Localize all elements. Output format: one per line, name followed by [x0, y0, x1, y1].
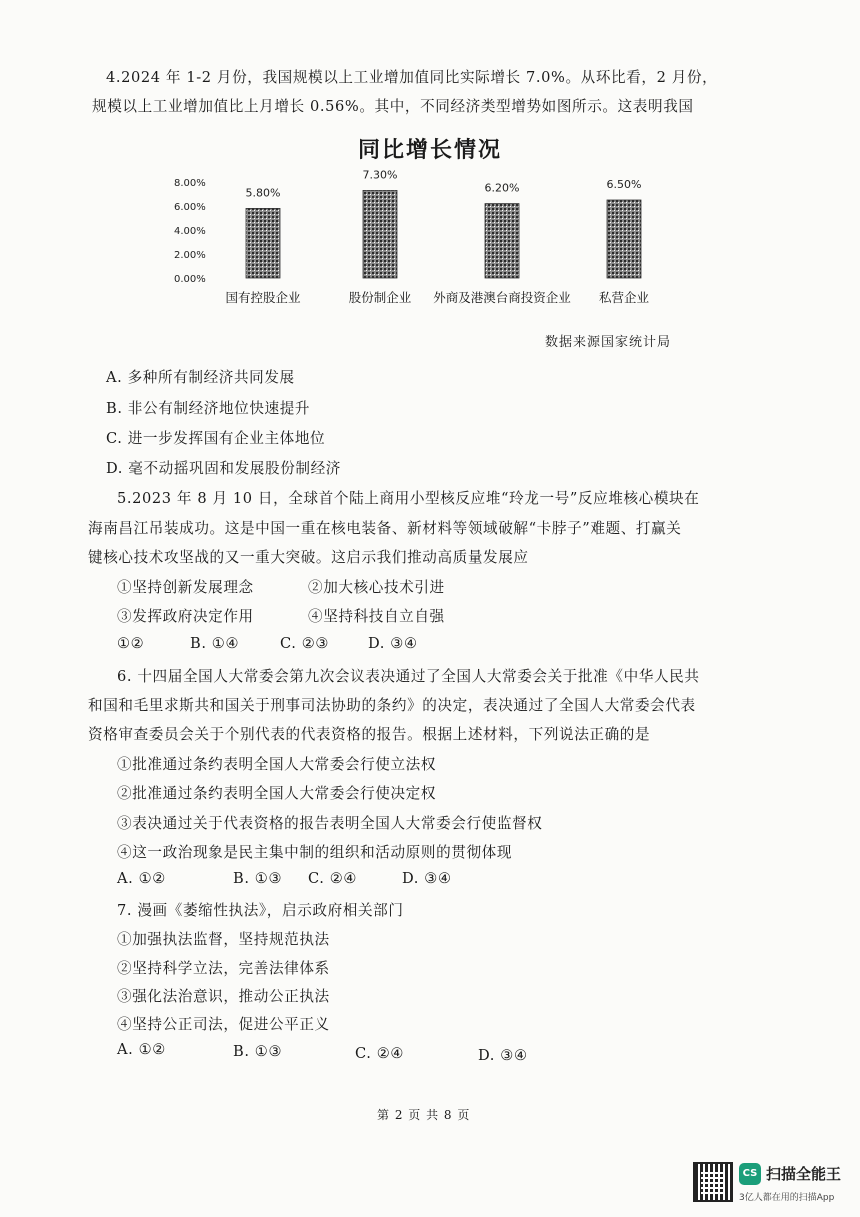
- q5-stem-line3: 键核心技术攻坚战的又一重大突破。这启示我们推动高质量发展应: [88, 549, 529, 566]
- q6-item-2: ②批准通过条约表明全国人大常委会行使决定权: [117, 785, 437, 802]
- category-label: 股份制企业: [348, 290, 412, 305]
- q6-item-1: ①批准通过条约表明全国人大常委会行使立法权: [117, 756, 437, 773]
- q6-option-a: A. ①②: [117, 870, 166, 887]
- chart-source: 数据来源国家统计局: [545, 335, 672, 350]
- y-tick-label: 6.00%: [174, 202, 206, 213]
- q5-item-4: ④坚持科技自立自强: [308, 608, 445, 625]
- q5-option-d: D. ③④: [368, 635, 418, 652]
- y-tick-label: 0.00%: [174, 274, 206, 285]
- q7-option-c: C. ②④: [355, 1045, 405, 1062]
- y-tick-label: 4.00%: [174, 226, 206, 237]
- bar-value-label: 5.80%: [245, 186, 281, 200]
- q7-item-4: ④坚持公正司法，促进公平正义: [117, 1016, 330, 1033]
- q4-option-d: D. 毫不动摇巩固和发展股份制经济: [106, 460, 341, 477]
- bar: [607, 200, 641, 278]
- q5-option-b: B. ①④: [190, 635, 240, 652]
- q7-option-b: B. ①③: [233, 1043, 283, 1060]
- q7-item-1: ①加强执法监督，坚持规范执法: [117, 931, 330, 948]
- q6-item-4: ④这一政治现象是民主集中制的组织和活动原则的贯彻体现: [117, 844, 513, 861]
- q6-option-d: D. ③④: [402, 870, 452, 887]
- bar-chart: [160, 160, 720, 320]
- q7-option-d: D. ③④: [478, 1047, 528, 1064]
- q5-item-2: ②加大核心技术引进: [308, 579, 445, 596]
- q6-option-c: C. ②④: [308, 870, 358, 887]
- q6-option-b: B. ①③: [233, 870, 283, 887]
- q4-stem-line1: 4.2024 年 1-2 月份，我国规模以上工业增加值同比实际增长 7.0%。从环比看，2 月份，: [106, 69, 718, 86]
- bar: [485, 204, 519, 278]
- bar-value-label: 7.30%: [362, 168, 398, 182]
- q5-option-c: C. ②③: [280, 635, 330, 652]
- q6-stem-line2: 和国和毛里求斯共和国关于刑事司法协助的条约》的决定，表决通过了全国人大常委会代表: [88, 697, 696, 714]
- q5-option-a: ①②: [117, 635, 145, 652]
- q7-item-3: ③强化法治意识，推动公正执法: [117, 988, 330, 1005]
- q4-option-c: C. 进一步发挥国有企业主体地位: [106, 430, 326, 447]
- bar-value-label: 6.50%: [606, 178, 642, 191]
- q5-item-3: ③发挥政府决定作用: [117, 608, 254, 625]
- q5-stem-line1: 5.2023 年 8 月 10 日，全球首个陆上商用小型核反应堆“玲龙一号”反应堆核心模块在: [117, 490, 700, 507]
- q6-stem-line3: 资格审查委员会关于个别代表的代表资格的报告。根据上述材料，下列说法正确的是: [88, 726, 651, 743]
- category-label: 外商及港澳台商投资企业: [433, 290, 571, 305]
- bar: [246, 208, 280, 278]
- q7-item-2: ②坚持科学立法，完善法律体系: [117, 960, 330, 977]
- category-label: 国有控股企业: [225, 290, 301, 305]
- q4-stem-line2: 规模以上工业增加值比上月增长 0.56%。其中，不同经济类型增势如图所示。这表明我国: [92, 98, 694, 115]
- chart-title: 同比增长情况: [357, 137, 502, 163]
- y-tick-label: 8.00%: [174, 178, 206, 189]
- q4-option-b: B. 非公有制经济地位快速提升: [106, 400, 311, 417]
- q5-stem-line2: 海南昌江吊装成功。这是中国一重在核电装备、新材料等领域破解“卡脖子”难题、打赢关: [88, 520, 682, 537]
- q6-item-3: ③表决通过关于代表资格的报告表明全国人大常委会行使监督权: [117, 815, 543, 832]
- qr-code-icon: [693, 1162, 733, 1202]
- camscanner-tagline: 3亿人都在用的扫描App: [739, 1193, 835, 1203]
- page-number: 第 2 页 共 8 页: [377, 1108, 471, 1122]
- q6-stem-line1: 6. 十四届全国人大常委会第九次会议表决通过了全国人大常委会关于批准《中华人民共: [117, 668, 700, 685]
- category-label: 私营企业: [598, 290, 650, 305]
- q7-option-a: A. ①②: [117, 1041, 166, 1058]
- q5-item-1: ①坚持创新发展理念: [117, 579, 254, 596]
- q4-option-a: A. 多种所有制经济共同发展: [106, 369, 295, 386]
- bar: [363, 190, 397, 278]
- bar-value-label: 6.20%: [484, 181, 520, 195]
- camscanner-name: 扫描全能王: [766, 1165, 842, 1183]
- y-tick-label: 2.00%: [174, 250, 206, 261]
- q7-stem: 7. 漫画《萎缩性执法》，启示政府相关部门: [117, 902, 404, 919]
- camscanner-logo: CS: [739, 1163, 761, 1185]
